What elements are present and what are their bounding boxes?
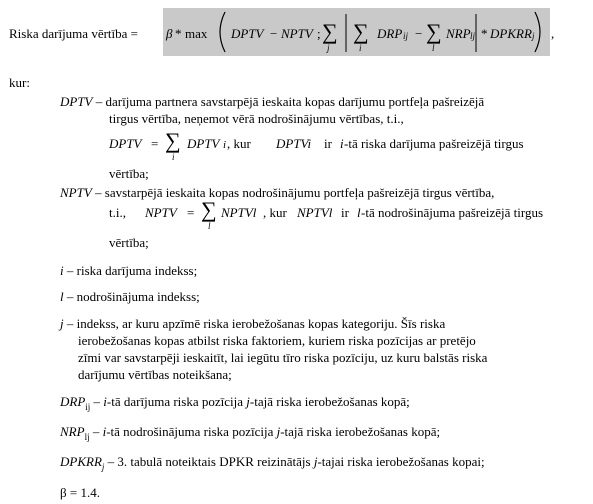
def-nrp-text1: -tā nodrošinājuma riska pozīcija bbox=[106, 424, 274, 439]
def-l-text: – nodrošinājuma indekss; bbox=[66, 289, 200, 304]
def-nptv-line1 bbox=[60, 186, 585, 199]
def-nptv-ti: t.i., bbox=[109, 205, 126, 220]
formula-nptv: NPTV bbox=[281, 26, 313, 41]
def-nptv-term: NPTV bbox=[60, 185, 92, 200]
def-drp-text2: -tajā riska ierobežošanas kopā; bbox=[249, 394, 410, 409]
def-l bbox=[60, 290, 200, 303]
formula-minus-2: − bbox=[415, 26, 423, 41]
formula-nrp-sub: lj bbox=[470, 31, 476, 41]
formula-max: max bbox=[185, 26, 208, 41]
def-drp-dash: – bbox=[93, 394, 101, 409]
def-dptv-eq-rest-i: i bbox=[340, 136, 344, 151]
def-dptv-eq-sub: i bbox=[172, 152, 175, 162]
def-dptv-eq-rest1: , kur bbox=[227, 136, 251, 151]
formula-sum-i-sub: i bbox=[359, 43, 362, 53]
formula-star-2: * bbox=[481, 26, 488, 41]
def-j-term: j bbox=[60, 316, 64, 331]
def-nrp-dash: – bbox=[92, 424, 100, 439]
def-j-line2: ierobežošanas kopas atbilst riska faktoriem, kuriem riska pozīcijas ar pretējo bbox=[78, 333, 476, 348]
kur-label: kur: bbox=[9, 75, 30, 90]
def-dptv-eq-term-sub: i bbox=[223, 139, 227, 151]
formula-box bbox=[163, 8, 550, 56]
def-nptv-text3: vērtība; bbox=[109, 235, 149, 250]
formula-sum-l-sub: l bbox=[432, 43, 435, 53]
def-nrp-sub: lj bbox=[84, 432, 90, 442]
def-drp-i: i bbox=[103, 394, 107, 409]
formula-comma: , bbox=[551, 26, 555, 41]
def-nptv-eq-sub: l bbox=[208, 221, 211, 231]
def-dpkrr-term: DPKRR bbox=[60, 454, 102, 469]
def-dptv-eq-lhs: DPTV bbox=[109, 136, 142, 151]
def-i-text: – riska darījuma indekss; bbox=[66, 263, 198, 278]
def-l-term: l bbox=[60, 289, 64, 304]
def-nrp-j: j bbox=[276, 424, 281, 439]
formula-minus: − bbox=[270, 26, 278, 41]
formula-star: * bbox=[175, 26, 182, 41]
def-nptv-eq-sum: ∑ bbox=[201, 197, 217, 222]
def-nrp bbox=[60, 424, 441, 442]
def-nptv-eq-rest-l: l bbox=[357, 205, 361, 220]
def-dptv-term: DPTV bbox=[60, 94, 93, 109]
def-dptv-eq-eq: = bbox=[151, 136, 159, 151]
def-nrp-i: i bbox=[102, 424, 107, 439]
formula-sum-i: ∑ bbox=[353, 19, 369, 44]
def-dptv-eq-rest3: -tā riska darījuma pašreizējā tirgus bbox=[344, 136, 524, 151]
def-drp-sub: ij bbox=[85, 402, 91, 412]
def-i-term: i bbox=[60, 263, 64, 278]
def-dptv-eq-term: DPTV bbox=[187, 136, 220, 151]
def-dpkrr-j: j bbox=[313, 454, 318, 469]
formula-dpkrr: DPKRR bbox=[490, 26, 532, 41]
def-drp-term: DRP bbox=[60, 394, 86, 409]
def-drp-j: j bbox=[246, 394, 250, 409]
formula-drp-sub: ij bbox=[403, 31, 409, 41]
def-i bbox=[60, 264, 197, 277]
def-j-line1 bbox=[60, 317, 585, 330]
formula-sum-l: ∑ bbox=[426, 19, 442, 44]
def-dptv-eq-rest-term: DPTVi bbox=[276, 136, 312, 151]
def-nrp-term: NRP bbox=[60, 424, 85, 439]
def-j-line3: zīmi var savstarpēji ieskaitīt, lai iegūtu tīro riska pozīciju, uz kuru balstās riska bbox=[78, 350, 488, 365]
def-dpkrr-text1: – 3. tabulā noteiktais DPKR reizinātājs bbox=[107, 454, 311, 469]
def-nptv-text1: – savstarpējā ieskaita kopas nodrošinājumu portfeļa pašreizējā tirgus vērtība, bbox=[95, 185, 495, 200]
formula-sum-j-sub: j bbox=[327, 43, 330, 53]
def-j-line1-text: – indekss, ar kuru apzīmē riska ierobežošanas kopas kategoriju. Šīs riska bbox=[66, 316, 446, 331]
def-j-line4: darījumu vērtības noteikšana; bbox=[78, 367, 232, 382]
def-nptv-eq-lhs: NPTV bbox=[145, 205, 177, 220]
def-nptv-eq-term: NPTVl bbox=[221, 205, 257, 220]
def-dptv-line1 bbox=[60, 95, 585, 108]
def-dptv-eq-rest2: ir bbox=[324, 136, 332, 151]
formula-dpkrr-sub: j bbox=[532, 31, 535, 41]
def-nptv-eq-rest1: , kur bbox=[263, 205, 287, 220]
def-nptv-eq-rest2: ir bbox=[341, 205, 349, 220]
formula-drp: DRP bbox=[377, 26, 403, 41]
def-dptv-eq-sum: ∑ bbox=[165, 128, 181, 153]
def-nrp-text2: -tajā riska ierobežošanas kopā; bbox=[280, 424, 441, 439]
formula-beta: β bbox=[166, 26, 173, 41]
def-dptv-text2: tirgus vērtība, neņemot vērā nodrošinājumu vērtības, t.i., bbox=[109, 111, 404, 126]
def-dpkrr-sub: j bbox=[101, 462, 105, 472]
def-dpkrr bbox=[60, 454, 485, 472]
formula-dptv: DPTV bbox=[231, 26, 264, 41]
def-drp bbox=[60, 394, 410, 412]
formula-nrp: NRP bbox=[446, 26, 471, 41]
def-dptv-equation bbox=[109, 128, 585, 163]
formula-sum-j: ∑ bbox=[322, 19, 338, 44]
def-nptv-eq-eq: = bbox=[187, 205, 195, 220]
def-beta: β = 1.4. bbox=[60, 485, 100, 500]
def-nptv-equation bbox=[109, 197, 585, 232]
def-dpkrr-text2: -tajai riska ierobežošanas kopai; bbox=[317, 454, 485, 469]
def-dptv-text1: – darījuma partnera savstarpējā ieskaita kopas darījumu portfeļa pašreizējā bbox=[95, 94, 485, 109]
formula-semicolon: ; bbox=[317, 26, 321, 41]
def-nptv-eq-rest-term: NPTVl bbox=[297, 205, 333, 220]
def-dptv-text3: vērtība; bbox=[109, 166, 149, 181]
def-drp-text1: -tā darījuma riska pozīcija bbox=[106, 394, 244, 409]
def-nptv-eq-rest3: -tā nodrošinājuma pašreizējā tirgus bbox=[361, 205, 544, 220]
formula-lhs: Riska darījuma vērtība = bbox=[9, 26, 138, 41]
